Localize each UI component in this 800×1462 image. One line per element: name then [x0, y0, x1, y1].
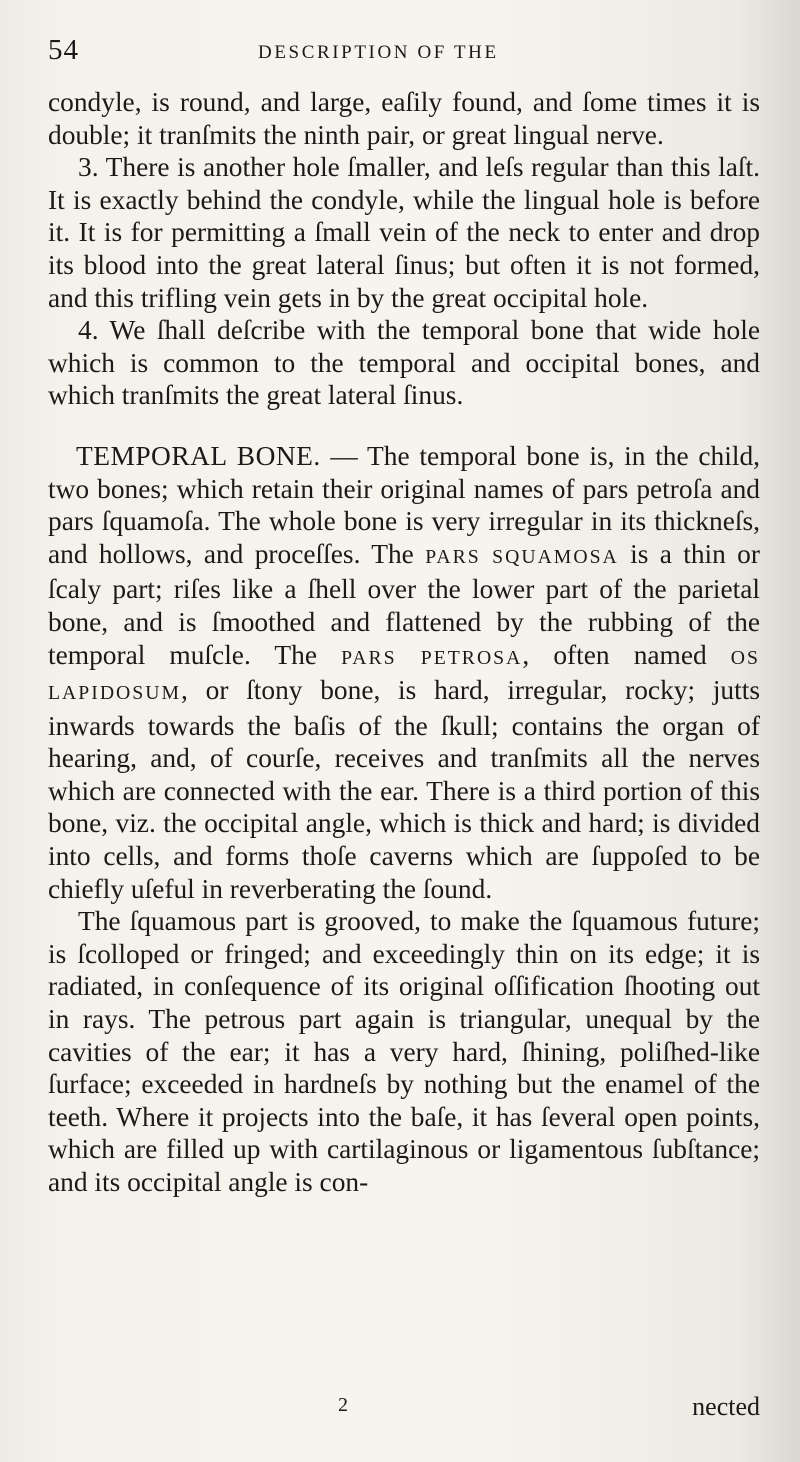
paragraph-item-3: 3. There is another hole ſmaller, and leſs regular than this laſt. It is exactly behind the condyle, while the lingual hole is before it. It is for permitting a ſmall vein of the neck to enter and drop its blood into the great lateral ſinus; but often it is not formed, and this trifling vein gets in by the great occipital hole.	[48, 152, 760, 313]
small-caps-term: PARS PETROSA	[341, 646, 523, 669]
body-text	[48, 86, 760, 1199]
paragraph-squamous-part: The ſquamous part is grooved, to make the ſquamous future; is ſcolloped or fringed; and exceedingly thin on its edge; it is radiated, in conſequence of its original oſſification ſhooting out in rays. The petrous part again is triangular, unequal by the cavities of the ear; it has a very hard, ſhining, poliſhed-like ſurface; exceeded in hardneſs by nothing but the enamel of the teeth. Where it projects into the baſe, it has ſeveral open points, which are filled up with cartilaginous or ligamentous ſubſtance; and its occipital angle is con-	[48, 906, 760, 1197]
page-header	[48, 34, 768, 74]
text-run: , often named	[522, 639, 731, 670]
text-run: is a thin or ſcaly part; riſes like a ſhell over the lower part of the parietal bone, and is ſmoothed and flattened by the rubbing of the temporal muſcle. The	[48, 538, 760, 670]
section-heading: TEMPORAL BONE.	[76, 440, 321, 471]
page-footer	[48, 1392, 760, 1432]
paragraph-item-4: 4. We ſhall deſcribe with the temporal bone that wide hole which is common to the temporal and occipital bones, and which tranſmits the great lateral ſinus.	[48, 315, 760, 411]
text-run: , or ſtony bone, is hard, irregular, rocky; jutts inwards towards the baſis of the ſkull; contains the organ of hearing, and, of courſe, receives and tranſmits all the nerves which are connected with the ear. There is a third portion of this bone, viz. the occipital angle, which is thick and hard; is divided into cells, and forms thoſe caverns which are ſuppoſed to be chiefly uſeful in reverberating the ſound.	[48, 675, 760, 904]
catchword: nected	[692, 1392, 760, 1421]
signature-mark: 2	[338, 1394, 348, 1416]
paragraph-continuation: condyle, is round, and large, eaſily found, and ſome times it is double; it tranſmits the ninth pair, or great lingual nerve.	[48, 87, 760, 150]
page-number: 54	[48, 34, 79, 66]
running-head: DESCRIPTION OF THE	[258, 42, 499, 63]
small-caps-term: OS LAPIDOSUM	[48, 646, 760, 705]
text-run: — The temporal bone is, in the child, two bones; which retain their original names of pars petroſa and pars ſquamoſa. The whole bone is very irregular in its thickneſs, and hollows, and proceſſes. The	[48, 440, 760, 569]
small-caps-term: PARS SQUAMOSA	[425, 545, 619, 568]
paragraph-temporal-bone	[48, 440, 760, 905]
